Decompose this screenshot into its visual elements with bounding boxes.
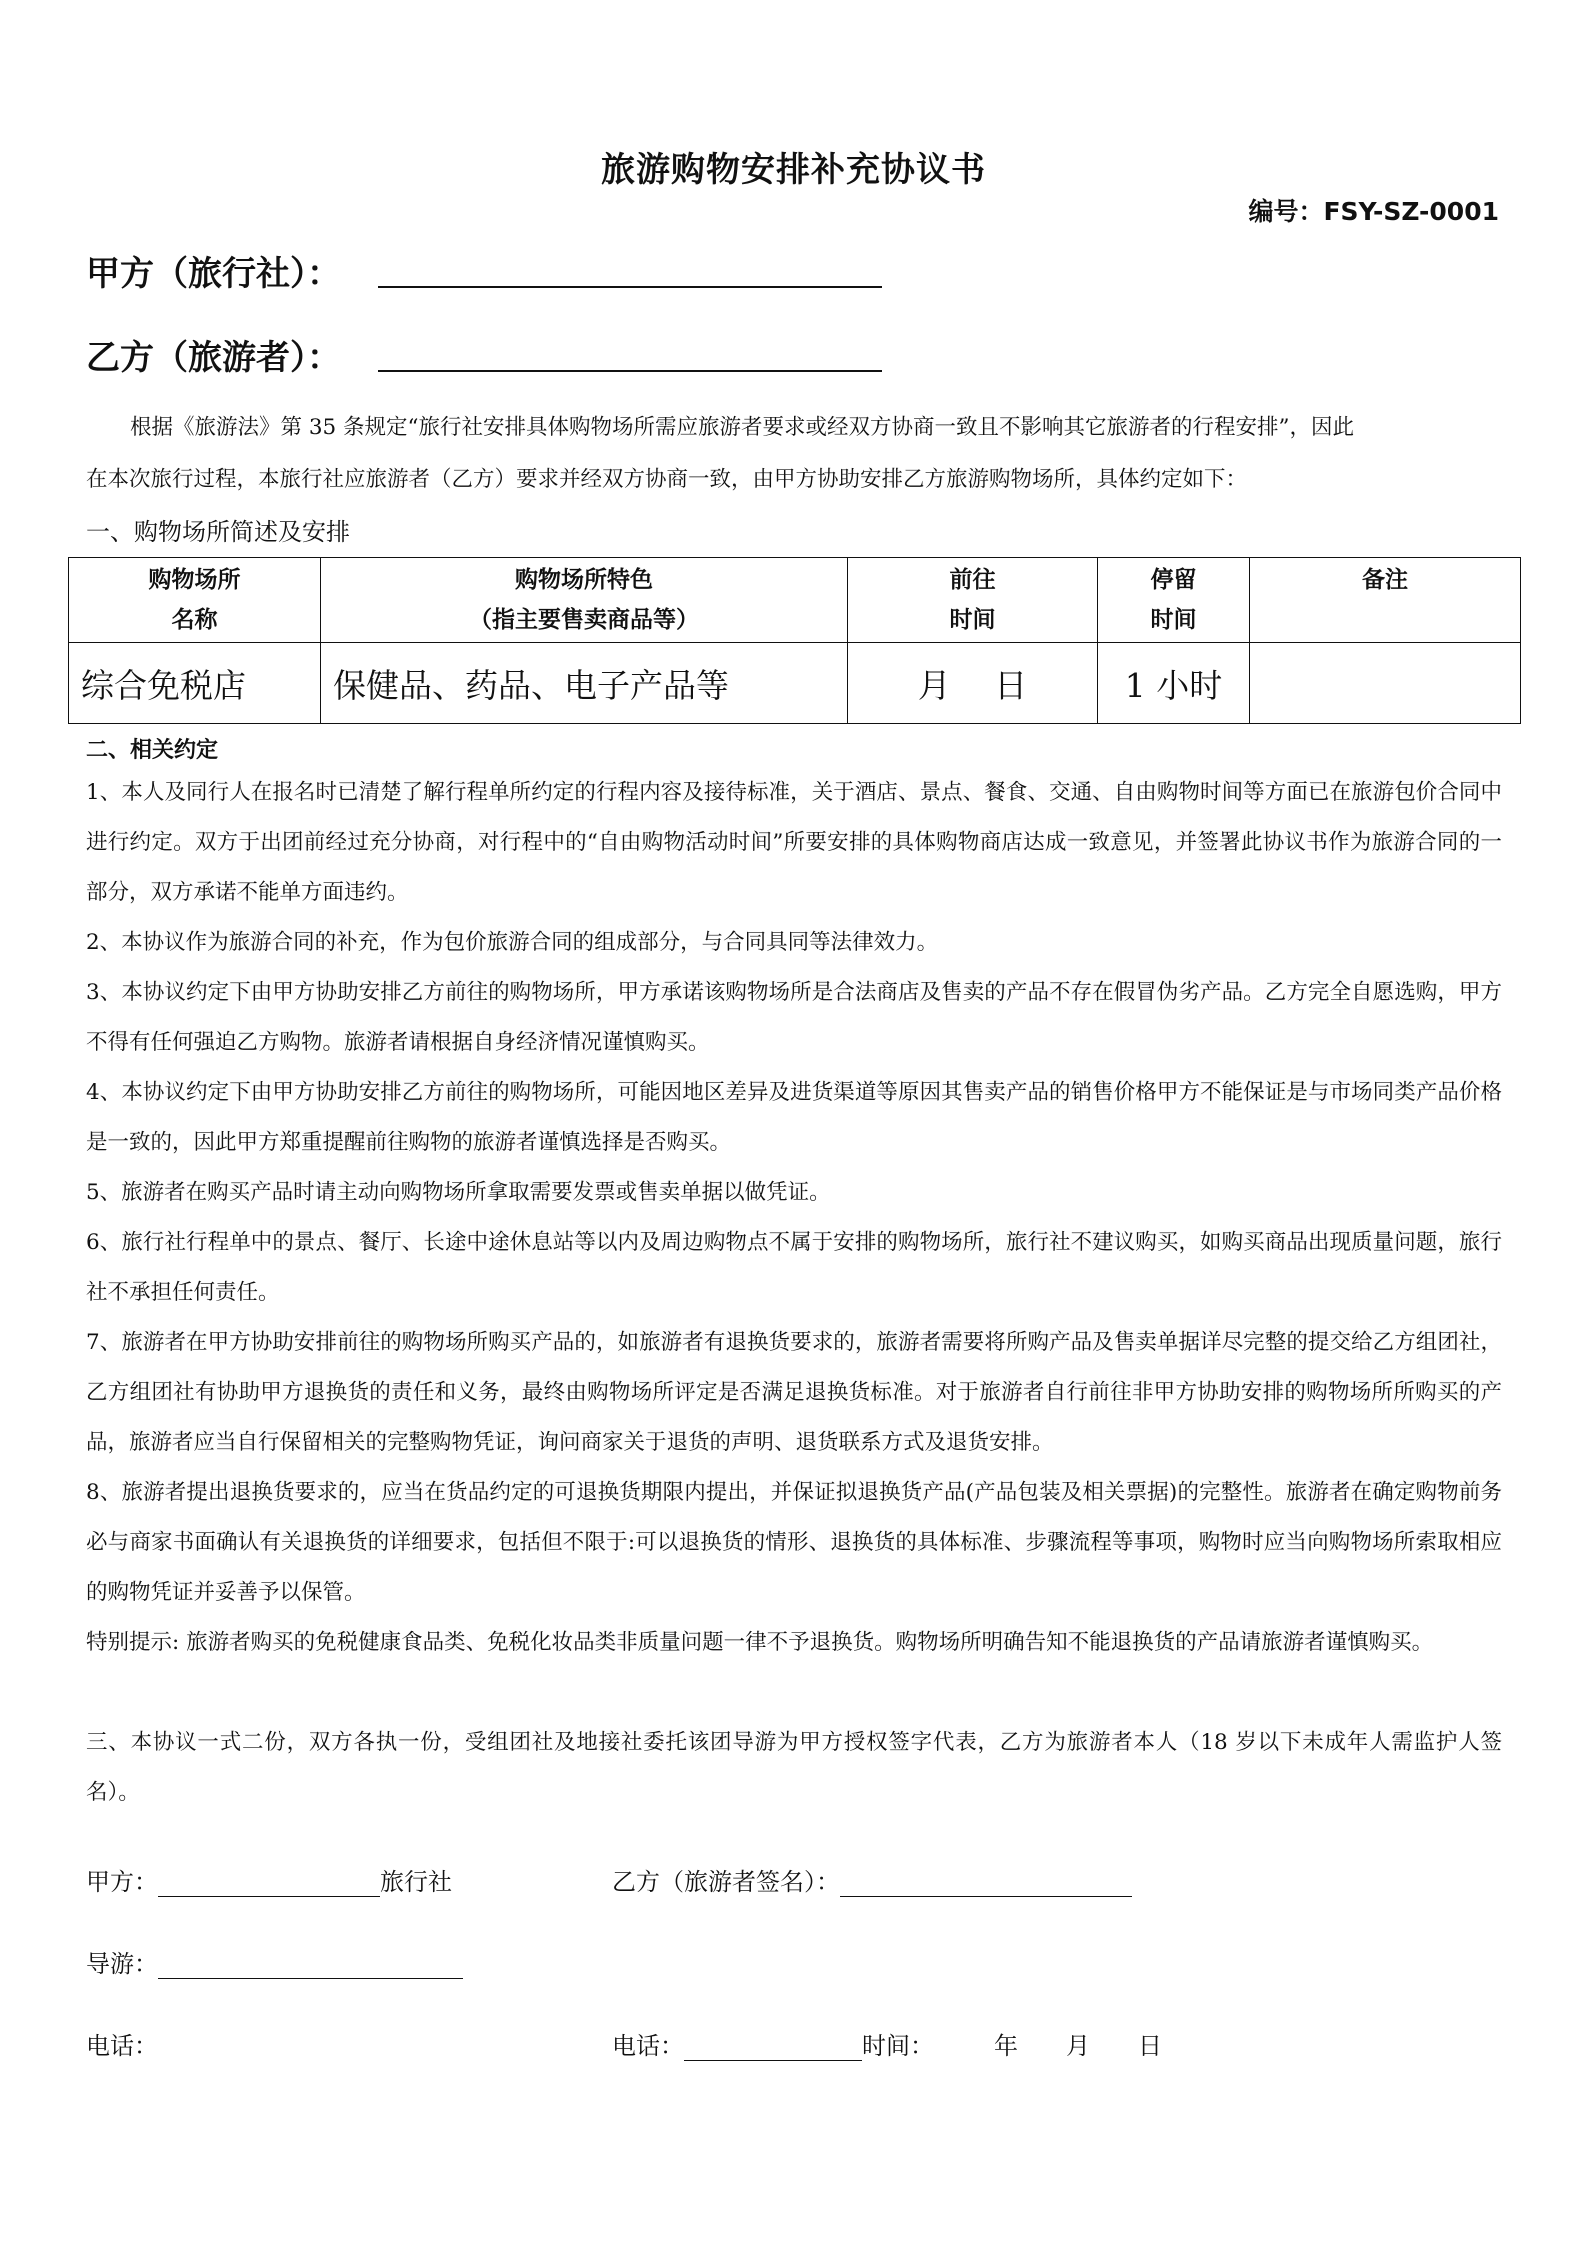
cell-remarks[interactable] [1250, 643, 1521, 724]
section-2-title: 二、相关约定 [86, 738, 219, 763]
cell-shop-name: 综合免税店 [69, 643, 321, 724]
party-a-sign-label: 甲方： [86, 1868, 158, 1896]
phone-b-label: 电话： [612, 2032, 684, 2060]
clause-7: 7、旅游者在甲方协助安排前往的购物场所购买产品的，如旅游者有退换货要求的，旅游者需要将所购产品及售卖单据详尽完整的提交给乙方组团社，乙方组团社有协助甲方退换货的责任和义务，最终由购物场所评定是否满足退换货标准。对于旅游者自行前往非甲方协助安排的购物场所所购买的产品，旅游者应当自行保留相关的完整购物凭证，询问商家关于退货的声明、退货联系方式及退货安排。 [86, 1330, 1502, 1455]
cell-visit-time[interactable]: 月 日 [848, 643, 1098, 724]
document-number: 编号：FSY-SZ-0001 [1248, 197, 1499, 226]
guide-sign-line[interactable] [158, 1952, 463, 1979]
cell-shop-feature: 保健品、药品、电子产品等 [321, 643, 848, 724]
signature-party-a [86, 1862, 452, 1897]
cell-stay-time: 1 小时 [1098, 643, 1250, 724]
party-b-sign-line[interactable] [840, 1870, 1132, 1897]
clause-5: 5、旅游者在购买产品时请主动向购物场所拿取需要发票或售卖单据以做凭证。 [86, 1180, 831, 1205]
party-b-fill-line[interactable] [378, 370, 882, 372]
clause-8: 8、旅游者提出退换货要求的，应当在货品约定的可退换货期限内提出，并保证拟退换货产品(产品包装及相关票据)的完整性。旅游者在确定购物前务必与商家书面确认有关退换货的详细要求，包括但不限于:可以退换货的情形、退换货的具体标准、步骤流程等事项，购物时应当向购物场所索取相应的购物凭证并妥善予以保管。 [86, 1480, 1502, 1605]
document-title: 旅游购物安排补充协议书 [601, 150, 986, 190]
special-notice: 特别提示: 旅游者购买的免税健康食品类、免税化妆品类非质量问题一律不予退换货。购物场所明确告知不能退换货的产品请旅游者谨慎购买。 [86, 1630, 1434, 1655]
phone-b-line[interactable] [684, 2034, 862, 2061]
intro-line-2: 在本次旅行过程，本旅行社应旅游者（乙方）要求并经双方协商一致，由甲方协助安排乙方旅游购物场所，具体约定如下： [86, 467, 1248, 492]
header-remarks: 备注 [1250, 558, 1521, 643]
signature-party-b [612, 1862, 1132, 1897]
clause-3: 3、本协议约定下由甲方协助安排乙方前往的购物场所，甲方承诺该购物场所是合法商店及售卖的产品不存在假冒伪劣产品。乙方完全自愿选购，甲方不得有任何强迫乙方购物。旅游者请根据自身经济情况谨慎购买。 [86, 980, 1502, 1055]
section-3-clause: 三、本协议一式二份，双方各执一份，受组团社及地接社委托该团导游为甲方授权签字代表，乙方为旅游者本人（18 岁以下未成年人需监护人签名）。 [86, 1730, 1502, 1805]
header-shop-feature: 购物场所特色 （指主要售卖商品等） [321, 558, 848, 643]
signature-date-row [612, 2026, 1162, 2061]
signature-guide [86, 1944, 463, 1979]
intro-line-1: 根据《旅游法》第 35 条规定“旅行社安排具体购物场所需应旅游者要求或经双方协商一致且不影响其它旅游者的行程安排”，因此 [130, 415, 1355, 440]
header-visit-time: 前往 时间 [848, 558, 1098, 643]
table-row [69, 643, 1521, 724]
phone-a-label: 电话： [86, 2032, 158, 2060]
clause-2: 2、本协议作为旅游合同的补充，作为包价旅游合同的组成部分，与合同具同等法律效力。 [86, 930, 939, 955]
party-a-sign-line[interactable] [158, 1870, 380, 1897]
time-label: 时间： [862, 2032, 934, 2060]
header-shop-name: 购物场所 名称 [69, 558, 321, 643]
clause-4: 4、本协议约定下由甲方协助安排乙方前往的购物场所，可能因地区差异及进货渠道等原因其售卖产品的销售价格甲方不能保证是与市场同类产品价格是一致的，因此甲方郑重提醒前往购物的旅游者谨慎选择是否购买。 [86, 1080, 1502, 1155]
clause-1: 1、本人及同行人在报名时已清楚了解行程单所约定的行程内容及接待标准，关于酒店、景点、餐食、交通、自由购物时间等方面已在旅游包价合同中进行约定。双方于出团前经过充分协商，对行程中的“自由购物活动时间”所要安排的具体购物商店达成一致意见，并签署此协议书作为旅游合同的一部分，双方承诺不能单方面违约。 [86, 780, 1502, 905]
party-a-fill-line[interactable] [378, 286, 882, 288]
party-b-sign-label: 乙方（旅游者签名）： [612, 1868, 840, 1896]
party-a-sign-suffix: 旅行社 [380, 1868, 452, 1896]
party-a-label: 甲方（旅行社）： [86, 254, 341, 294]
clause-6: 6、旅行社行程单中的景点、餐厅、长途中途休息站等以内及周边购物点不属于安排的购物场所，旅行社不建议购买，如购买商品出现质量问题，旅行社不承担任何责任。 [86, 1230, 1502, 1305]
date-text: 年 月 日 [994, 2032, 1162, 2060]
shopping-table [68, 557, 1521, 724]
table-header-row [69, 558, 1521, 643]
party-b-label: 乙方（旅游者）： [86, 338, 341, 378]
header-stay-time: 停留 时间 [1098, 558, 1250, 643]
section-1-title: 一、购物场所简述及安排 [86, 518, 350, 546]
guide-label: 导游： [86, 1950, 158, 1978]
